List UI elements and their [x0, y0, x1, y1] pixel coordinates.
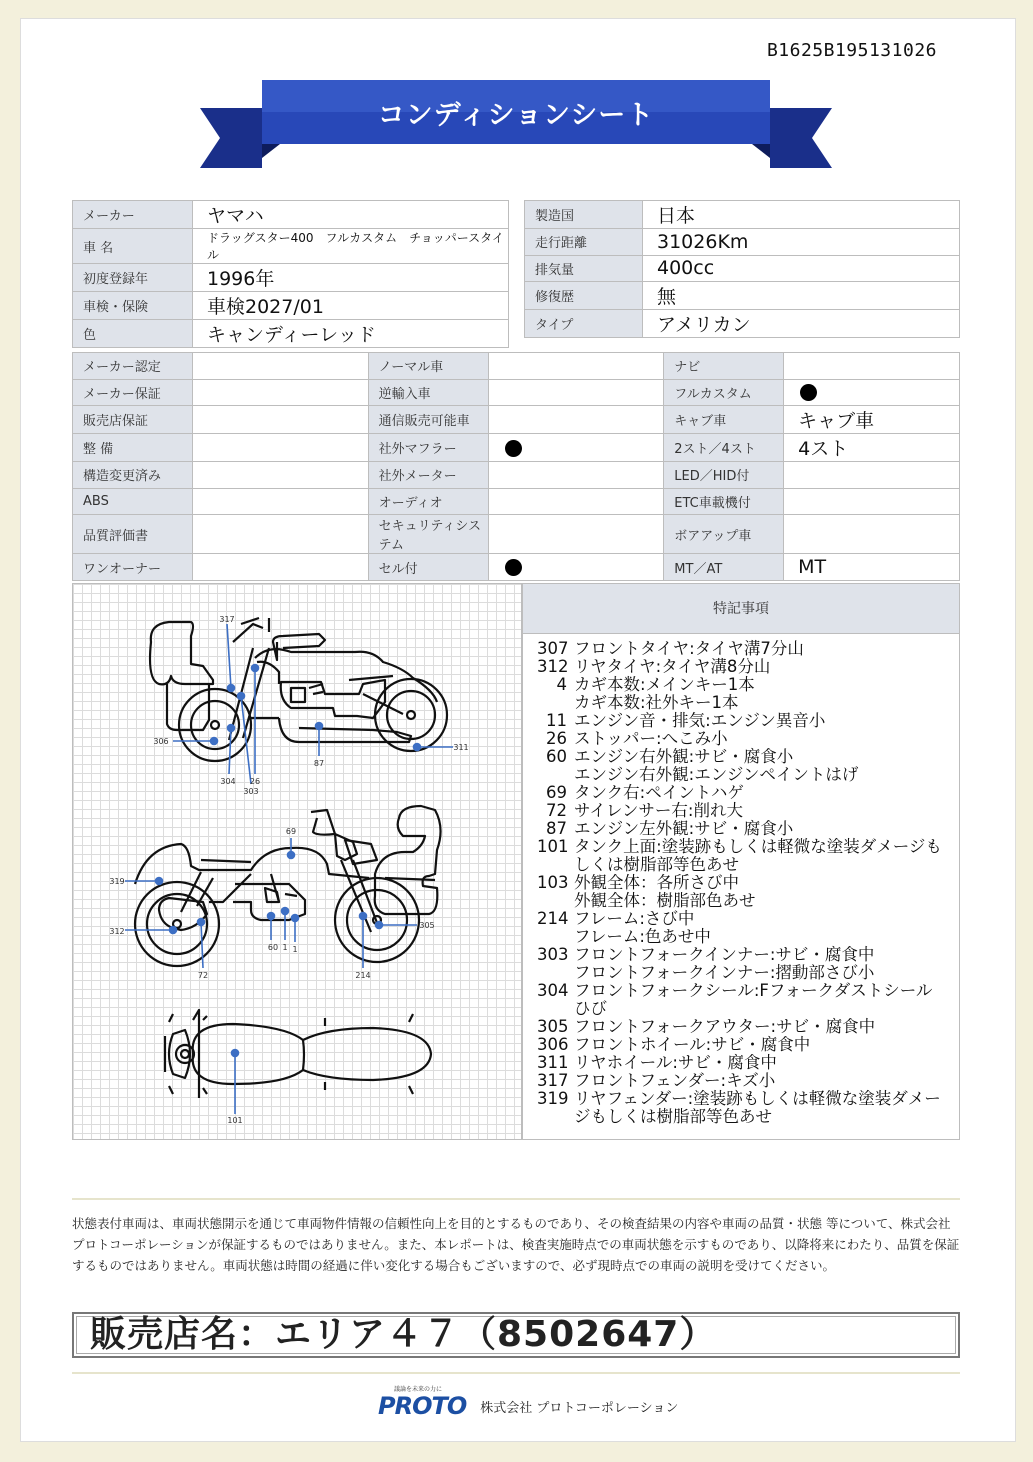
footer-divider	[72, 1372, 960, 1374]
diagram-label: 26	[249, 777, 261, 786]
note-text: フロントフォークアウター:サビ・腐食中	[574, 1017, 876, 1036]
proto-logo: PROTO	[378, 1392, 467, 1420]
info-label: タイプ	[525, 310, 643, 338]
info-label: 排気量	[525, 255, 643, 282]
diagram-label: 311	[453, 743, 469, 752]
feature-row	[73, 353, 960, 380]
note-number: 305	[537, 1017, 569, 1036]
info-value: 車検2027/01	[193, 292, 509, 320]
feature-label: ABS	[73, 488, 193, 515]
note-number	[537, 694, 567, 712]
note-text: フロントフォークインナー:摺動部さび小	[574, 963, 875, 982]
feature-value	[488, 434, 664, 462]
check-dot-icon	[505, 559, 522, 576]
note-number: 69	[546, 783, 567, 802]
feature-value: キャブ車	[784, 406, 960, 434]
divider	[72, 1198, 960, 1200]
feature-label: 品質評価書	[73, 515, 193, 554]
feature-value	[784, 488, 960, 515]
diagram-label: 305	[419, 921, 435, 930]
feature-value	[488, 462, 664, 489]
feature-value: MT	[784, 554, 960, 581]
feature-label: LED／HID付	[664, 462, 784, 489]
feature-label: ノーマル車	[368, 353, 488, 380]
note-item	[537, 730, 947, 748]
diagram-label: 101	[227, 1116, 243, 1125]
note-number: 11	[546, 711, 567, 730]
note-number: 87	[546, 819, 567, 838]
company-name: 株式会社 プロトコーポレーション	[480, 1401, 679, 1416]
note-item	[537, 874, 947, 892]
note-item	[537, 676, 947, 694]
feature-row	[73, 406, 960, 434]
note-item	[537, 838, 947, 874]
note-text: フロントフォークシール:Fフォークダストシールひび	[574, 981, 933, 1018]
document-id: B1625B195131026	[766, 40, 937, 61]
info-row	[73, 201, 509, 229]
info-row	[525, 229, 960, 256]
diagram-label: 317	[219, 615, 235, 624]
note-item	[537, 1018, 947, 1036]
proto-tagline: 議論を未来の力に	[394, 1386, 443, 1393]
note-number: 303	[537, 945, 569, 964]
feature-label: キャブ車	[664, 406, 784, 434]
note-item	[537, 820, 947, 838]
info-value: アメリカン	[643, 310, 960, 338]
notes-panel	[522, 583, 960, 1140]
note-text: カギ本数:社外キー1本	[574, 693, 739, 712]
feature-label: オーディオ	[368, 488, 488, 515]
note-text: エンジン音・排気:エンジン異音小	[574, 711, 826, 730]
feature-label: 社外メーター	[368, 462, 488, 489]
feature-value	[488, 379, 664, 406]
note-number	[537, 964, 567, 982]
feature-label: ナビ	[664, 353, 784, 380]
feature-label: ワンオーナー	[73, 554, 193, 581]
feature-label: メーカー認定	[73, 353, 193, 380]
info-value: 31026Km	[643, 229, 960, 256]
diagram-label: 303	[243, 787, 259, 796]
note-text: フロントホイール:サビ・腐食中	[574, 1035, 811, 1054]
note-text: エンジン右外観:エンジンペイントはげ	[574, 765, 859, 784]
feature-value	[192, 488, 368, 515]
note-number: 304	[537, 981, 569, 1000]
feature-label: 構造変更済み	[73, 462, 193, 489]
info-value: ヤマハ	[193, 201, 509, 229]
note-text: 外観全体：各所さび中	[574, 873, 739, 892]
title-ribbon	[200, 78, 832, 182]
note-number	[537, 766, 567, 784]
note-number: 307	[537, 639, 569, 658]
check-dot-icon	[800, 384, 817, 401]
note-item	[537, 1090, 947, 1126]
note-text: リヤタイヤ:タイヤ溝8分山	[574, 657, 771, 676]
feature-value	[192, 353, 368, 380]
note-text: タンク上面:塗装跡もしくは軽微な塗装ダメージもしくは樹脂部等色あせ	[574, 837, 942, 874]
info-label: 初度登録年	[73, 264, 193, 292]
feature-value	[488, 515, 664, 554]
feature-value	[488, 353, 664, 380]
motorcycle-diagram	[73, 584, 523, 1141]
feature-label: 社外マフラー	[368, 434, 488, 462]
feature-value	[192, 434, 368, 462]
feature-label: 整 備	[73, 434, 193, 462]
info-row	[525, 282, 960, 310]
diagram-label: 1	[292, 945, 298, 954]
info-value: 400cc	[643, 255, 960, 282]
footer	[378, 1388, 678, 1420]
info-value: キャンディーレッド	[193, 320, 509, 348]
vehicle-info-left	[72, 200, 509, 348]
vehicle-info-right	[524, 200, 960, 338]
note-text: リヤホイール:サビ・腐食中	[574, 1053, 777, 1072]
note-text: フレーム:さび中	[574, 909, 695, 928]
feature-value	[192, 462, 368, 489]
diagram-label: 304	[220, 777, 236, 786]
feature-value	[488, 554, 664, 581]
feature-row	[73, 488, 960, 515]
feature-label: 2スト／4スト	[664, 434, 784, 462]
feature-label: ボアアップ車	[664, 515, 784, 554]
feature-value: 4スト	[784, 434, 960, 462]
note-text: フロントフォークインナー:サビ・腐食中	[574, 945, 875, 964]
info-label: 車検・保険	[73, 292, 193, 320]
diagram-label: 60	[267, 943, 279, 952]
info-label: 修復歴	[525, 282, 643, 310]
note-text: ストッパー:へこみ小	[574, 729, 728, 748]
feature-value	[192, 554, 368, 581]
note-item	[537, 946, 947, 964]
feature-row	[73, 434, 960, 462]
feature-row	[73, 554, 960, 581]
note-number	[537, 892, 567, 910]
info-row	[73, 320, 509, 348]
note-number: 311	[537, 1053, 569, 1072]
disclaimer-text: 状態表付車両は、車両状態開示を通じて車両物件情報の信頼性向上を目的とするものであり、その検査結果の内容や車両の品質・状態 等について、株式会社プロトコーポレーションが保証するものではありません。また、本レポートは、検査実施時点での車両状態を示すものであり、以降将来にわたり、品質を保証するものではありません。車両状態は時間の経過に伴い変化する場合もございますので、必ず現時点での車両の説明を受けてください。	[72, 1216, 960, 1273]
info-row	[525, 201, 960, 229]
note-text: フロントフェンダー:キズ小	[574, 1071, 776, 1090]
feature-value	[784, 353, 960, 380]
note-number: 312	[537, 657, 569, 676]
note-number: 103	[537, 873, 569, 892]
note-number: 26	[546, 729, 567, 748]
feature-row	[73, 379, 960, 406]
info-label: 製造国	[525, 201, 643, 229]
feature-label: ETC車載機付	[664, 488, 784, 515]
info-value: ドラッグスター400 フルカスタム チョッパースタイル	[193, 229, 509, 264]
feature-label: フルカスタム	[664, 379, 784, 406]
feature-value	[192, 379, 368, 406]
damage-diagram	[72, 583, 522, 1140]
info-label: 車 名	[73, 229, 193, 264]
note-item	[537, 748, 947, 766]
feature-row	[73, 515, 960, 554]
note-number: 319	[537, 1089, 569, 1108]
note-item	[537, 928, 947, 946]
feature-label: MT／AT	[664, 554, 784, 581]
note-text: エンジン右外観:サビ・腐食小	[574, 747, 794, 766]
feature-value	[784, 515, 960, 554]
feature-value	[192, 406, 368, 434]
note-number: 306	[537, 1035, 569, 1054]
note-item	[537, 802, 947, 820]
info-value: 無	[643, 282, 960, 310]
note-number: 317	[537, 1071, 569, 1090]
note-text: リヤフェンダー:塗装跡もしくは軽微な塗装ダメージもしくは樹脂部等色あせ	[574, 1089, 941, 1126]
diagram-label: 306	[153, 737, 169, 746]
sheet-title: コンディションシート	[377, 100, 655, 131]
diagram-label: 214	[355, 971, 371, 980]
note-number	[537, 928, 567, 946]
feature-label: 通信販売可能車	[368, 406, 488, 434]
diagram-label: 87	[313, 759, 325, 768]
feature-label: メーカー保証	[73, 379, 193, 406]
info-row	[73, 229, 509, 264]
notes-header: 特記事項	[523, 584, 959, 634]
diagram-label: 69	[285, 827, 297, 836]
note-item	[537, 982, 947, 1018]
info-row	[525, 310, 960, 338]
info-row	[73, 292, 509, 320]
feature-value	[488, 488, 664, 515]
note-item	[537, 694, 947, 712]
note-text: エンジン左外観:サビ・腐食小	[574, 819, 794, 838]
diagram-label: 1	[282, 943, 288, 952]
note-item	[537, 892, 947, 910]
feature-label: セキュリティシステム	[368, 515, 488, 554]
note-item	[537, 766, 947, 784]
note-item	[537, 658, 947, 676]
note-text: タンク右:ペイントハゲ	[574, 783, 744, 802]
features-table	[72, 352, 960, 581]
check-dot-icon	[505, 440, 522, 457]
note-text: フロントタイヤ:タイヤ溝7分山	[574, 639, 804, 658]
note-item	[537, 712, 947, 730]
info-row	[525, 255, 960, 282]
info-label: 走行距離	[525, 229, 643, 256]
feature-value	[488, 406, 664, 434]
feature-label: 販売店保証	[73, 406, 193, 434]
note-number: 214	[537, 909, 569, 928]
note-item	[537, 640, 947, 658]
note-item	[537, 964, 947, 982]
note-text: カギ本数:メインキー1本	[574, 675, 755, 694]
notes-list	[523, 634, 959, 1126]
feature-value	[192, 515, 368, 554]
feature-value	[784, 462, 960, 489]
shop-name: 販売店名：エリア４７（8502647）	[72, 1312, 960, 1358]
diagram-label: 312	[109, 927, 125, 936]
feature-row	[73, 462, 960, 489]
note-item	[537, 1072, 947, 1090]
note-text: サイレンサー右:削れ大	[574, 801, 743, 820]
note-text: 外観全体：樹脂部色あせ	[574, 891, 756, 910]
info-value: 1996年	[193, 264, 509, 292]
note-item	[537, 784, 947, 802]
feature-value	[784, 379, 960, 406]
feature-label: 逆輸入車	[368, 379, 488, 406]
info-label: メーカー	[73, 201, 193, 229]
note-number: 101	[537, 837, 569, 856]
note-item	[537, 1036, 947, 1054]
info-row	[73, 264, 509, 292]
note-text: フレーム:色あせ中	[574, 927, 711, 946]
note-number: 72	[546, 801, 567, 820]
feature-label: セル付	[368, 554, 488, 581]
diagram-label: 319	[109, 877, 125, 886]
info-label: 色	[73, 320, 193, 348]
note-item	[537, 910, 947, 928]
diagram-label: 72	[197, 971, 209, 980]
note-number: 60	[546, 747, 567, 766]
note-item	[537, 1054, 947, 1072]
note-number: 4	[556, 675, 567, 694]
info-value: 日本	[643, 201, 960, 229]
